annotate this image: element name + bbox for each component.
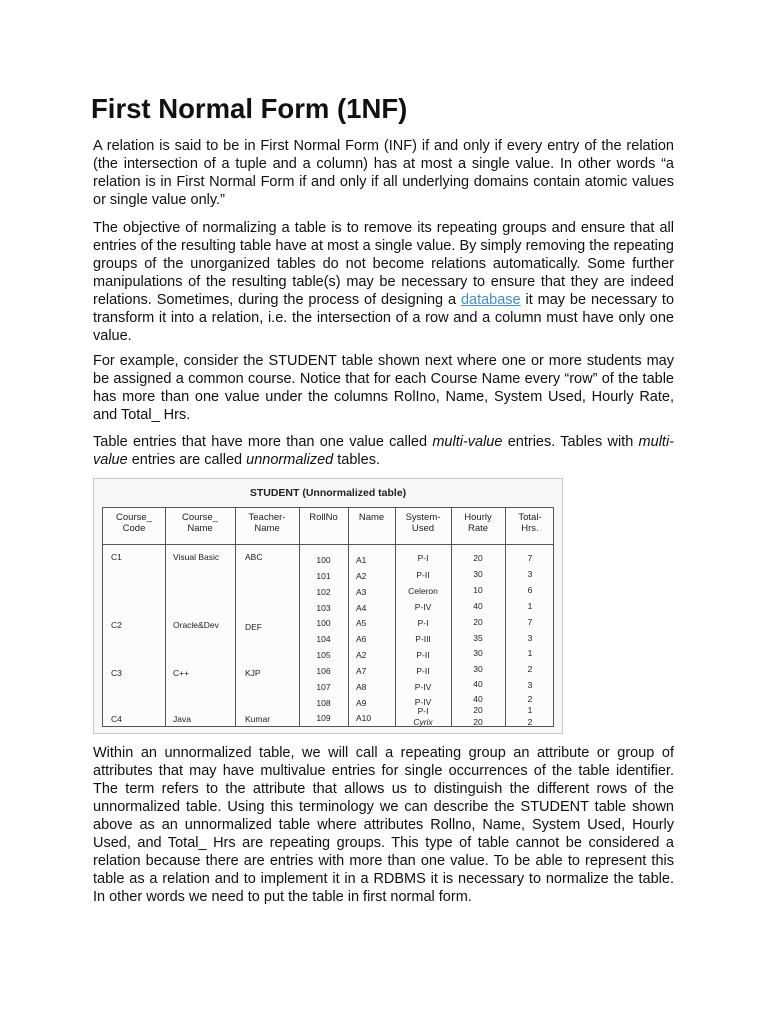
column-header xyxy=(395,512,451,534)
hourly-rate-cell: 40 xyxy=(473,601,483,611)
system-used-cell: P-IV xyxy=(414,682,432,692)
paragraph-repeating-group: Within an unnormalized table, we will call a repeating group an attribute or group of attributes that may have multivalue entries for single occurrences of the table identifier. The term refers to the attribute that allows us to distinguish the different rows of the unnormalized table. Using this terminology we can describe the STUDENT table shown above as an unnormalized table where attributes Rollno, Name, System Used, Hourly Used, and Total_ Hrs are repeating groups. This type of table cannot be considered a relation because there are entries with more than one value. To be able to represent this table as a relation and to implement it in a RDBMS it is necessary to normalize the table. In other words we need to put the table in first normal form. xyxy=(93,745,674,905)
italic-term: multi-value xyxy=(432,434,503,450)
course-code-cell: C3 xyxy=(111,668,122,678)
column-header-line: Code xyxy=(122,523,146,534)
rollno-cell: 101 xyxy=(316,571,331,581)
rollno-cell: 108 xyxy=(316,698,331,708)
column-header-line: Total- xyxy=(518,512,542,523)
column-header xyxy=(348,512,395,523)
hourly-rate-cell: 10 xyxy=(473,585,483,595)
text-segment: tables. xyxy=(333,452,380,468)
total-hrs-cell: 3 xyxy=(527,633,533,643)
rollno-cell: 102 xyxy=(316,587,331,597)
hourly-rate-cell: 40 xyxy=(473,679,483,689)
student-name-cell: A2 xyxy=(356,650,367,660)
column-header-line: Used xyxy=(411,523,435,534)
paragraph-definition: A relation is said to be in First Normal Form (INF) if and only if every entry of the relation (the intersection of a tuple and a column) has at most a single value. In other words “a relation is in First Normal Form if and only if all underlying domains contain atomic values or single value only.” xyxy=(93,138,674,208)
total-hrs-cell: 1 xyxy=(527,705,533,715)
system-used-cell: P-IV xyxy=(414,697,432,707)
hourly-rate-cell: 40 xyxy=(473,694,483,704)
italic-term: multi-value xyxy=(93,434,674,468)
system-used-cell: P-II xyxy=(416,570,430,580)
column-header-line: RollNo xyxy=(309,512,338,523)
student-name-cell: A7 xyxy=(356,666,367,676)
course-name-cell: Oracle&Dev xyxy=(173,620,219,630)
text-segment: entries. Tables with xyxy=(502,434,639,450)
course-name-cell: Visual Basic xyxy=(173,552,220,562)
column-header xyxy=(451,512,505,534)
course-code-cell: C2 xyxy=(111,620,122,630)
rollno-cell: 105 xyxy=(316,650,331,660)
total-hrs-cell: 3 xyxy=(527,569,533,579)
course-name-cell: Java xyxy=(173,714,191,724)
teacher-name-cell: KJP xyxy=(245,668,261,678)
total-hrs-cell: 3 xyxy=(527,680,533,690)
rollno-cell: 104 xyxy=(316,634,331,644)
hourly-rate-cell: 20 xyxy=(473,553,483,563)
page-title: First Normal Form (1NF) xyxy=(91,93,408,124)
teacher-name-cell: DEF xyxy=(245,622,262,632)
total-hrs-cell: 2 xyxy=(527,664,533,674)
student-name-cell: A10 xyxy=(356,713,372,723)
paragraph-objective-end: it may be necessary to transform it into a relation, i.e. the intersection of a row and a column must have only one value. xyxy=(93,292,675,344)
total-hrs-cell: 2 xyxy=(527,717,533,727)
total-hrs-cell: 6 xyxy=(527,585,533,595)
total-hrs-cell: 2 xyxy=(527,694,533,704)
course-code-cell: C1 xyxy=(111,552,122,562)
student-name-cell: A8 xyxy=(356,682,367,692)
column-divider xyxy=(395,508,396,726)
database-link[interactable]: database xyxy=(460,292,521,308)
student-name-cell: A2 xyxy=(356,571,367,581)
column-header-line: Course_ xyxy=(182,512,218,523)
column-divider xyxy=(348,508,349,726)
text-segment: entries are called xyxy=(127,452,247,468)
column-divider xyxy=(299,508,300,726)
column-divider xyxy=(165,508,166,726)
teacher-name-cell: Kumar xyxy=(245,714,271,724)
column-header-line: Hrs. xyxy=(521,523,539,534)
system-used-cell: P-II xyxy=(416,666,430,676)
italic-term: unnormalized xyxy=(246,452,334,468)
table-title: STUDENT (Unnormalized table) xyxy=(249,487,407,499)
system-used-cell: Celeron xyxy=(408,586,438,596)
column-header xyxy=(505,512,555,534)
total-hrs-cell: 1 xyxy=(527,601,533,611)
student-table xyxy=(102,507,554,727)
teacher-name-cell: ABC xyxy=(245,552,263,562)
column-header xyxy=(103,512,165,534)
student-name-cell: A4 xyxy=(356,603,367,613)
student-name-cell: A6 xyxy=(356,634,367,644)
total-hrs-cell: 7 xyxy=(527,617,533,627)
system-used-cell: P-I xyxy=(417,553,429,563)
system-used-cell: P-I xyxy=(417,706,429,716)
rollno-cell: 107 xyxy=(316,682,331,692)
course-name-cell: C++ xyxy=(173,668,190,678)
column-header-line: Name xyxy=(358,512,385,523)
column-header-line: Name xyxy=(254,523,280,534)
column-header-line: Teacher- xyxy=(248,512,286,523)
paragraph-objective xyxy=(93,219,674,345)
student-name-cell: A1 xyxy=(356,555,367,565)
column-header-line: Hourly xyxy=(464,512,492,523)
rollno-cell: 100 xyxy=(316,618,331,628)
column-header xyxy=(235,512,299,534)
hourly-rate-cell: 35 xyxy=(473,633,483,643)
hourly-rate-cell: 20 xyxy=(473,617,483,627)
column-header-line: System- xyxy=(405,512,441,523)
hourly-rate-cell: 30 xyxy=(473,664,483,674)
course-code-cell: C4 xyxy=(111,714,122,724)
system-used-cell: Cyrix xyxy=(413,717,433,727)
paragraph-multivalue xyxy=(93,433,674,469)
column-divider xyxy=(235,508,236,726)
paragraph-objective-text: The objective of normalizing a table is to remove its repeating groups and ensure that all entries of the resulting table have at most a single value. By simply removing the repeating groups of the unorganized tables do not become relations automatically. Some further manipulations of the resulting table(s) may be necessary to ensure that they are indeed relations. Sometimes, during the process of designing a xyxy=(93,220,674,308)
text-segment: Table entries that have more than one value called xyxy=(93,434,433,450)
rollno-cell: 109 xyxy=(316,713,331,723)
student-table-figure xyxy=(93,478,563,734)
column-header-line: Rate xyxy=(467,523,489,534)
rollno-cell: 103 xyxy=(316,603,331,613)
rollno-cell: 106 xyxy=(316,666,331,676)
column-header xyxy=(165,512,235,534)
hourly-rate-cell: 20 xyxy=(473,705,483,715)
system-used-cell: P-IV xyxy=(414,602,432,612)
student-name-cell: A9 xyxy=(356,698,367,708)
column-header-line: Name xyxy=(187,523,213,534)
system-used-cell: P-III xyxy=(415,634,431,644)
system-used-cell: P-I xyxy=(417,618,429,628)
student-name-cell: A3 xyxy=(356,587,367,597)
header-divider xyxy=(103,544,553,545)
total-hrs-cell: 7 xyxy=(527,553,533,563)
hourly-rate-cell: 30 xyxy=(473,569,483,579)
hourly-rate-cell: 30 xyxy=(473,648,483,658)
rollno-cell: 100 xyxy=(316,555,331,565)
system-used-cell: P-II xyxy=(416,650,430,660)
student-name-cell: A5 xyxy=(356,618,367,628)
column-header-line: Course_ xyxy=(116,512,152,523)
column-header xyxy=(299,512,348,523)
total-hrs-cell: 1 xyxy=(527,648,533,658)
paragraph-example: For example, consider the STUDENT table shown next where one or more students may be assigned a common course. Notice that for each Course Name every “row” of the table has more than one value under the columns RolIno, Name, System Used, Hourly Rate, and Total_ Hrs. xyxy=(93,353,674,423)
hourly-rate-cell: 20 xyxy=(473,717,483,727)
